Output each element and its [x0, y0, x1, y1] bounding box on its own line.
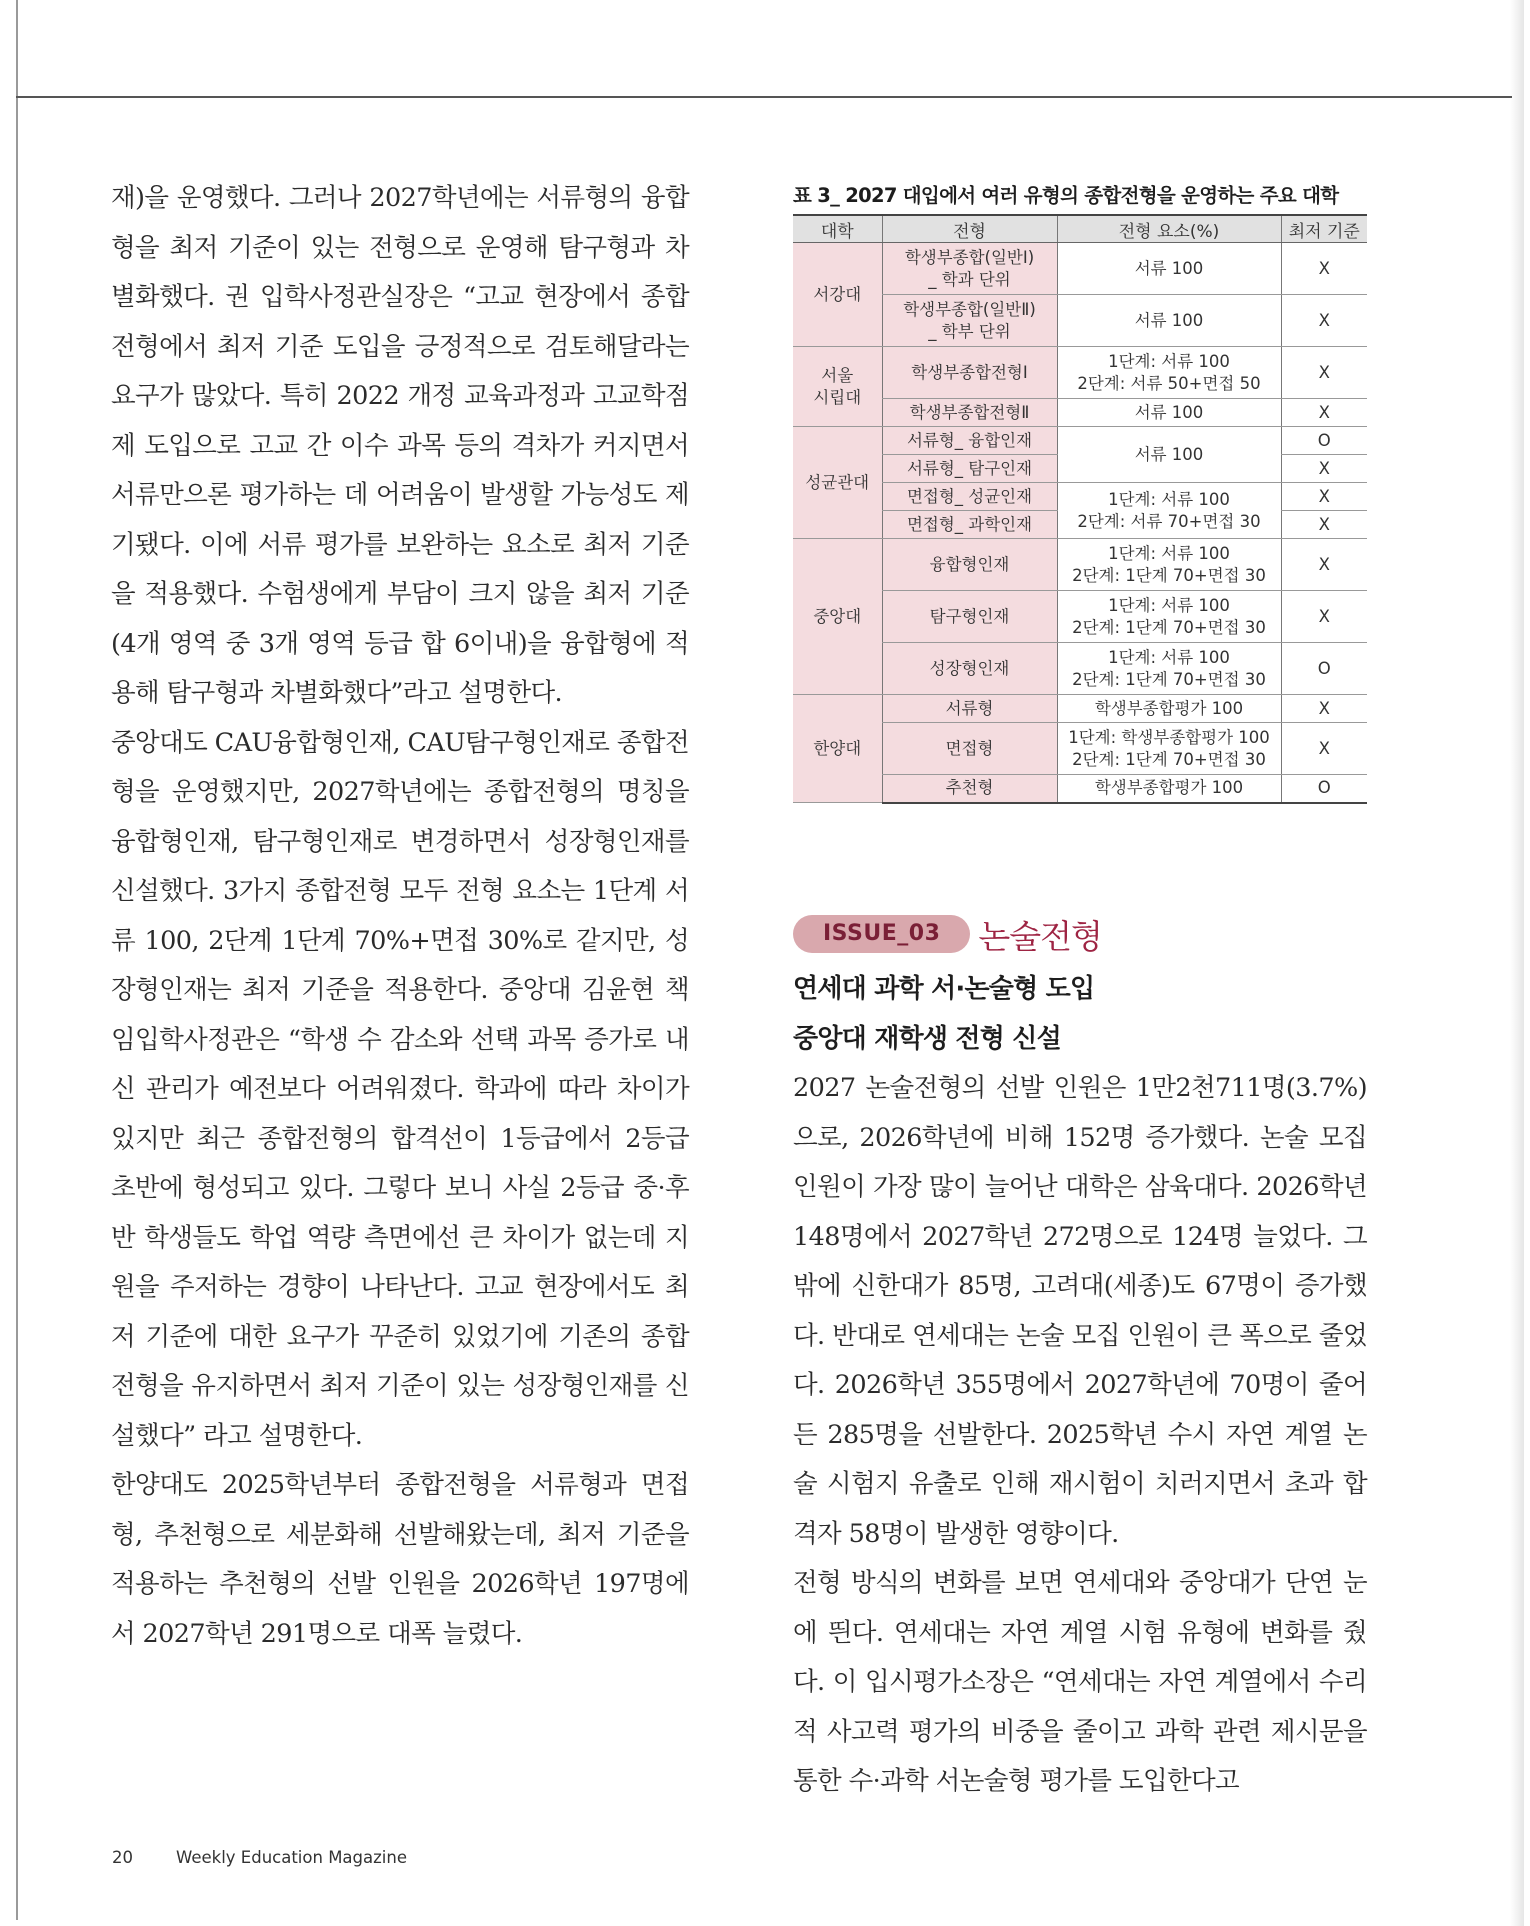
jeonhyeong-cell: 탐구형인재 — [882, 591, 1057, 643]
cell-line: 학생부종합(일반Ⅱ) — [903, 299, 1036, 319]
minimum-cell: X — [1281, 511, 1367, 539]
minimum-cell: X — [1281, 455, 1367, 483]
element-cell: 서류 100 — [1057, 399, 1281, 427]
cell-line: 학생부종합(일반Ⅰ) — [904, 247, 1035, 267]
cell-line: 1단계: 서류 100 — [1108, 647, 1230, 667]
minimum-cell: X — [1281, 591, 1367, 643]
paragraph: 2027 논술전형의 선발 인원은 1만2천711명(3.7%)으로, 2026학년에 비해 152명 증가했다. 논술 모집 인원이 가장 많이 늘어난 대학은 삼육대다. 2026학년 148명에서 2027학년 272명으로 124명 늘었다. 그 밖에 신한대가 85명, 고려대(세종)도 67명이 증가했다. 반대로 연세대는 논술 모집 인원이 큰 폭으로 줄었다. 2026학년 355명에서 2027학년에 70명이 줄어든 285명을 선발한다. 2025학년 수시 자연 계열 논술 시험지 유출로 인해 재시험이 치러지면서 초과 합격자 58명이 발생한 영향이다. — [793, 1073, 1367, 1549]
header-cell: 대학 — [793, 215, 882, 243]
table-row — [793, 427, 1367, 455]
element-cell — [1057, 643, 1281, 695]
jeonhyeong-cell: 학생부종합전형Ⅰ — [882, 347, 1057, 399]
element-cell — [1057, 591, 1281, 643]
jeonhyeong-cell: 융합형인재 — [882, 539, 1057, 591]
cell-line: 1단계: 서류 100 — [1108, 543, 1230, 563]
minimum-cell: X — [1281, 695, 1367, 723]
header-cell: 최저 기준 — [1281, 215, 1367, 243]
minimum-cell: X — [1281, 399, 1367, 427]
minimum-cell: X — [1281, 483, 1367, 511]
minimum-cell: X — [1281, 347, 1367, 399]
cell-line: 2단계: 1단계 70+면접 30 — [1072, 749, 1266, 769]
element-cell — [1057, 539, 1281, 591]
university-cell: 한양대 — [793, 695, 882, 803]
cell-line: 1단계: 학생부종합평가 100 — [1068, 727, 1270, 747]
table-block — [793, 180, 1367, 804]
element-cell — [1057, 347, 1281, 399]
element-cell: 학생부종합평가 100 — [1057, 775, 1281, 803]
jeonhyeong-cell: 서류형_ 탐구인재 — [882, 455, 1057, 483]
issue-badge: ISSUE_03 — [793, 915, 970, 953]
cell-line: _ 학과 단위 — [928, 269, 1011, 289]
university-table — [793, 214, 1367, 804]
element-cell — [1057, 483, 1281, 539]
cell-line: 2단계: 서류 50+면접 50 — [1077, 373, 1261, 393]
page-number: 20 — [112, 1848, 133, 1867]
table-row — [793, 539, 1367, 591]
page-edge-shadow — [1510, 0, 1524, 1926]
minimum-cell: O — [1281, 427, 1367, 455]
minimum-cell: X — [1281, 243, 1367, 295]
element-cell: 서류 100 — [1057, 243, 1281, 295]
cell-line: 2단계: 서류 70+면접 30 — [1077, 511, 1261, 531]
table-row — [793, 695, 1367, 723]
cell-line: 2단계: 1단계 70+면접 30 — [1072, 669, 1266, 689]
table-row — [793, 243, 1367, 295]
minimum-cell: X — [1281, 723, 1367, 775]
minimum-cell: O — [1281, 775, 1367, 803]
jeonhyeong-cell: 면접형_ 성균인재 — [882, 483, 1057, 511]
cell-line: 1단계: 서류 100 — [1108, 351, 1230, 371]
cell-line: 1단계: 서류 100 — [1108, 595, 1230, 615]
paragraph: 재)을 운영했다. 그러나 2027학년에는 서류형의 융합형을 최저 기준이 있는 전형으로 운영해 탐구형과 차별화했다. 권 입학사정관실장은 “고교 현장에서 종합전형에서 최저 기준 도입을 긍정적으로 검토해달라는 요구가 많았다. 특히 2022 개정 교육과정과 고교학점제 도입으로 고교 간 이수 과목 등의 격차가 커지면서 서류만으론 평가하는 데 어려움이 발생할 가능성도 제기됐다. 이에 서류 평가를 보완하는 요소로 최저 기준을 적용했다. 수험생에게 부담이 크지 않을 최저 기준(4개 영역 중 3개 영역 등급 합 6이내)을 융합형에 적용해 탐구형과 차별화했다”라고 설명한다. — [111, 183, 689, 708]
cell-line: 시립대 — [813, 387, 862, 407]
jeonhyeong-cell: 서류형_ 융합인재 — [882, 427, 1057, 455]
jeonhyeong-cell: 추천형 — [882, 775, 1057, 803]
header-cell: 전형 요소(%) — [1057, 215, 1281, 243]
jeonhyeong-cell: 면접형 — [882, 723, 1057, 775]
issue-title: 논술전형 — [978, 916, 1102, 956]
paragraph: 전형 방식의 변화를 보면 연세대와 중앙대가 단연 눈에 띈다. 연세대는 자연 계열 시험 유형에 변화를 줬다. 이 입시평가소장은 “연세대는 자연 계열에서 수리적 사고력 평가의 비중을 줄이고 과학 관련 제시문을 통한 수·과학 서논술형 평가를 도입한다고 — [793, 1568, 1367, 1796]
paragraph: 중앙대도 CAU융합형인재, CAU탐구형인재로 종합전형을 운영했지만, 2027학년에는 종합전형의 명칭을 융합형인재, 탐구형인재로 변경하면서 성장형인재를 신설했다. 3가지 종합전형 모두 전형 요소는 1단계 서류 100, 2단계 1단계 70%+면접 30%로 같지만, 성장형인재는 최저 기준을 적용한다. 중앙대 김윤현 책임입학사정관은 “학생 수 감소와 선택 과목 증가로 내신 관리가 예전보다 어려워졌다. 학과에 따라 차이가 있지만 최근 종합전형의 합격선이 1등급에서 2등급 초반에 형성되고 있다. 그렇다 보니 사실 2등급 중·후반 학생들도 학업 역량 측면에선 큰 차이가 없는데 지원을 주저하는 경향이 나타난다. 고교 현장에서도 최저 기준에 대한 요구가 꾸준히 있었기에 기존의 종합전형을 유지하면서 최저 기준이 있는 성장형인재를 신설했다” 라고 설명한다. — [111, 727, 689, 1451]
minimum-cell: O — [1281, 643, 1367, 695]
table-caption: 표 3_ 2027 대입에서 여러 유형의 종합전형을 운영하는 주요 대학 — [793, 184, 1339, 207]
jeonhyeong-cell: 면접형_ 과학인재 — [882, 511, 1057, 539]
jeonhyeong-cell: 학생부종합전형Ⅱ — [882, 399, 1057, 427]
magazine-name: Weekly Education Magazine — [176, 1848, 407, 1867]
cell-line: _ 학부 단위 — [928, 321, 1011, 341]
jeonhyeong-cell: 서류형 — [882, 695, 1057, 723]
issue-heading — [793, 912, 1102, 956]
element-cell: 서류 100 — [1057, 295, 1281, 347]
university-cell: 서강대 — [793, 243, 882, 347]
headline-line-2: 중앙대 재학생 전형 신설 — [793, 1024, 1061, 1054]
university-cell: 중앙대 — [793, 539, 882, 695]
minimum-cell: X — [1281, 539, 1367, 591]
paragraph: 한양대도 2025학년부터 종합전형을 서류형과 면접형, 추천형으로 세분화해 선발해왔는데, 최저 기준을 적용하는 추천형의 선발 인원을 2026학년 197명에서 2027학년 291명으로 대폭 늘렸다. — [111, 1470, 689, 1649]
cell-line: 2단계: 1단계 70+면접 30 — [1072, 617, 1266, 637]
page-header-bar — [16, 0, 1512, 98]
element-cell: 학생부종합평가 100 — [1057, 695, 1281, 723]
university-cell: 성균관대 — [793, 427, 882, 539]
header-cell: 전형 — [882, 215, 1057, 243]
jeonhyeong-cell — [882, 243, 1057, 295]
left-column — [111, 174, 689, 1659]
cell-line: 1단계: 서류 100 — [1108, 489, 1230, 509]
university-cell — [793, 347, 882, 427]
jeonhyeong-cell: 성장형인재 — [882, 643, 1057, 695]
element-cell: 서류 100 — [1057, 427, 1281, 483]
cell-line: 서울 — [821, 365, 854, 385]
table-row — [793, 347, 1367, 399]
minimum-cell: X — [1281, 295, 1367, 347]
cell-line: 2단계: 1단계 70+면접 30 — [1072, 565, 1266, 585]
element-cell — [1057, 723, 1281, 775]
jeonhyeong-cell — [882, 295, 1057, 347]
right-column — [793, 1064, 1367, 1807]
headline-line-1: 연세대 과학 서·논술형 도입 — [793, 974, 1095, 1004]
table-header-row — [793, 215, 1367, 243]
